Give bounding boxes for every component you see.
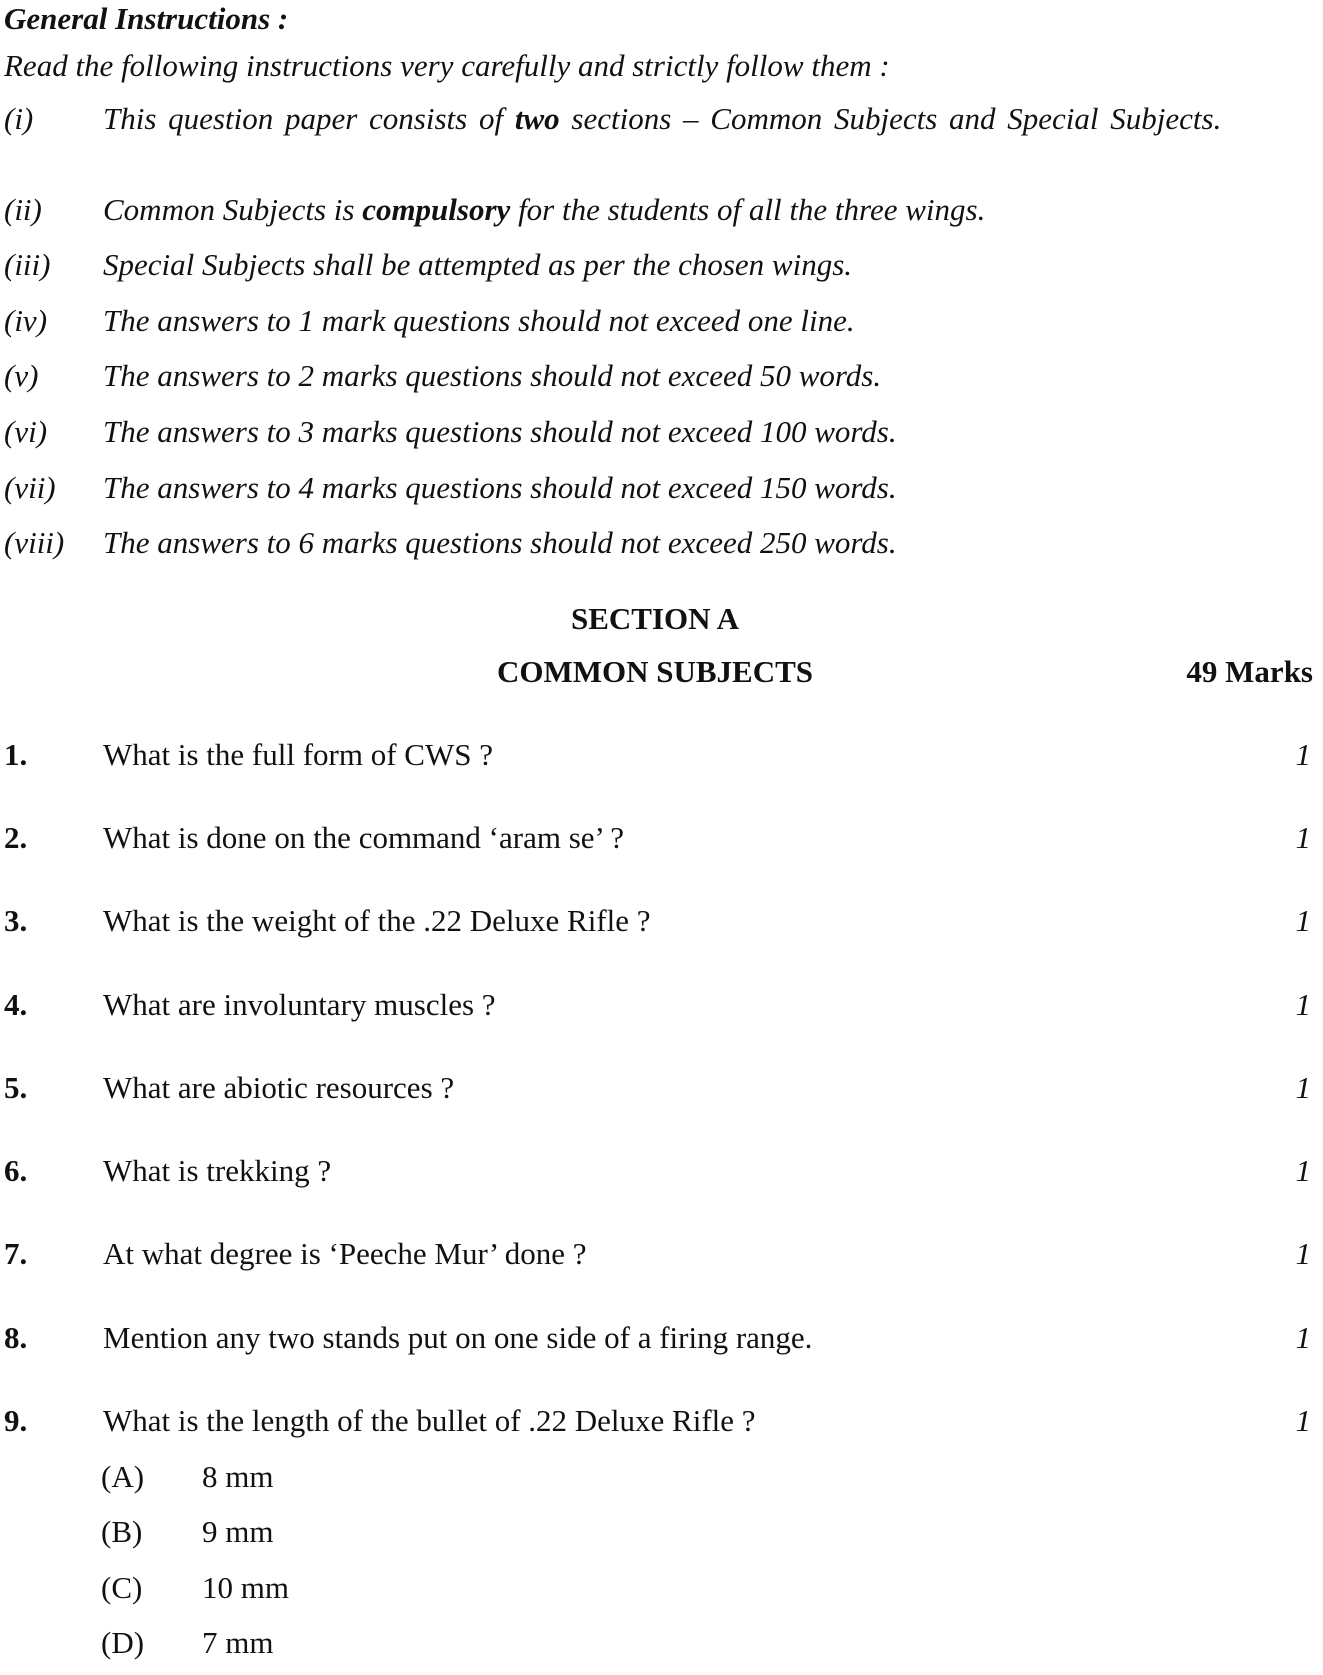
question-text: What is the weight of the .22 Deluxe Rifle ? (103, 903, 651, 938)
option-value: 8 mm (202, 1459, 274, 1494)
question-text: What are abiotic resources ? (103, 1070, 455, 1105)
instruction-text: The answers to 4 marks questions should not exceed 150 words. (103, 470, 897, 505)
question-marks: 1 (1295, 1403, 1311, 1438)
question-row (0, 1149, 1323, 1193)
question-row (0, 899, 1323, 943)
question-text: What are involuntary muscles ? (103, 987, 496, 1022)
option-label: (A) (101, 1459, 145, 1494)
option-label: (C) (101, 1570, 143, 1605)
answer-option (0, 1566, 600, 1610)
instruction-number: (ii) (4, 192, 42, 227)
question-text: What is done on the command ‘aram se’ ? (103, 820, 625, 855)
question-text: Mention any two stands put on one side of a firing range. (103, 1320, 813, 1355)
question-row (0, 983, 1323, 1027)
question-marks: 1 (1295, 1320, 1311, 1355)
question-row (0, 1316, 1323, 1360)
question-marks: 1 (1295, 1070, 1311, 1105)
question-text: What is the full form of CWS ? (103, 737, 493, 772)
general-instructions-lead: Read the following instructions very carefully and strictly follow them : (4, 48, 890, 83)
option-value: 10 mm (202, 1570, 289, 1605)
section-subheading: COMMON SUBJECTS (496, 654, 814, 689)
question-text: What is trekking ? (103, 1153, 332, 1188)
question-number: 9. (4, 1403, 28, 1438)
instruction-number: (iv) (4, 303, 48, 338)
instruction-text: Special Subjects shall be attempted as per the chosen wings. (103, 247, 853, 282)
answer-option (0, 1621, 600, 1665)
instruction-number: (v) (4, 358, 39, 393)
option-label: (B) (101, 1514, 143, 1549)
option-value: 7 mm (202, 1625, 274, 1660)
instruction-text: The answers to 3 marks questions should not exceed 100 words. (103, 414, 897, 449)
option-label: (D) (101, 1625, 145, 1660)
question-row (0, 1399, 1323, 1443)
instruction-text: The answers to 6 marks questions should not exceed 250 words. (103, 525, 897, 560)
general-instructions-title: General Instructions : (4, 1, 289, 36)
question-marks: 1 (1295, 1236, 1311, 1271)
instruction-text: This question paper consists of two sections – Common Subjects and Special Subjects. (103, 101, 1222, 136)
instruction-number: (viii) (4, 525, 65, 560)
instruction-number: (iii) (4, 247, 51, 282)
question-number: 4. (4, 987, 28, 1022)
section-heading: SECTION A (571, 601, 739, 636)
question-text: At what degree is ‘Peeche Mur’ done ? (103, 1236, 587, 1271)
instruction-emphasis: compulsory (362, 192, 511, 227)
instruction-number: (vii) (4, 470, 56, 505)
question-number: 8. (4, 1320, 28, 1355)
question-text: What is the length of the bullet of .22 Deluxe Rifle ? (103, 1403, 756, 1438)
instruction-number: (i) (4, 101, 34, 136)
question-marks: 1 (1295, 903, 1311, 938)
question-marks: 1 (1295, 1153, 1311, 1188)
answer-option (0, 1455, 600, 1499)
question-marks: 1 (1295, 737, 1311, 772)
question-row (0, 816, 1323, 860)
section-marks: 49 Marks (1186, 654, 1313, 689)
question-marks: 1 (1295, 987, 1311, 1022)
instruction-text: Common Subjects is compulsory for the students of all the three wings. (103, 192, 986, 227)
question-number: 7. (4, 1236, 28, 1271)
instruction-number: (vi) (4, 414, 48, 449)
question-number: 6. (4, 1153, 28, 1188)
question-row (0, 1232, 1323, 1276)
answer-option (0, 1510, 600, 1554)
question-number: 5. (4, 1070, 28, 1105)
question-number: 1. (4, 737, 28, 772)
question-row (0, 733, 1323, 777)
question-marks: 1 (1295, 820, 1311, 855)
question-row (0, 1066, 1323, 1110)
question-number: 3. (4, 903, 28, 938)
instruction-text: The answers to 2 marks questions should not exceed 50 words. (103, 358, 882, 393)
question-number: 2. (4, 820, 28, 855)
instruction-emphasis: two (514, 101, 560, 136)
option-value: 9 mm (202, 1514, 274, 1549)
instruction-text: The answers to 1 mark questions should not exceed one line. (103, 303, 855, 338)
